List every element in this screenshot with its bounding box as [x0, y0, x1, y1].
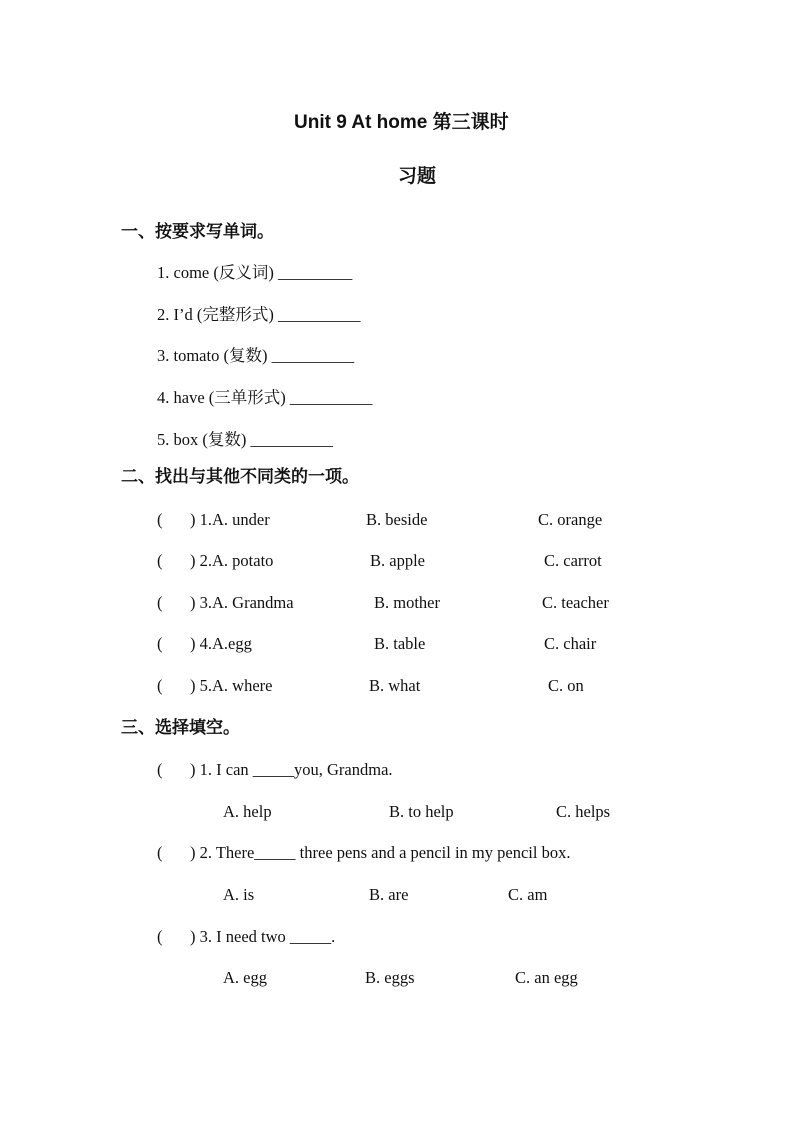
answer-paren: ( [157, 510, 163, 529]
choice-a: A. help [223, 802, 272, 821]
section1-item: 3. tomato (复数) __________ [157, 346, 355, 365]
choice-b: B. eggs [365, 968, 415, 987]
choice-c: C. am [508, 885, 548, 904]
question-text: ) 1. I can _____you, Grandma. [190, 760, 393, 779]
choice-c: C. an egg [515, 968, 578, 987]
question-option-a: ) 1.A. under [190, 510, 270, 529]
question-text: ) 2. There_____ three pens and a pencil in my pencil box. [190, 843, 571, 862]
section1-item: 4. have (三单形式) __________ [157, 388, 373, 407]
page-subtitle: 习题 [398, 166, 437, 187]
answer-paren: ( [157, 593, 163, 612]
section1-item: 2. I’d (完整形式) __________ [157, 305, 361, 324]
question-option-c: C. teacher [542, 593, 609, 612]
page-title: Unit 9 At home 第三课时 [294, 112, 509, 133]
question-text: ) 3. I need two _____. [190, 927, 336, 946]
choice-a: A. is [223, 885, 255, 904]
question-option-a: ) 5.A. where [190, 676, 273, 695]
question-option-b: B. what [369, 676, 421, 695]
answer-paren: ( [157, 634, 163, 653]
section3-heading: 三、选择填空。 [121, 718, 240, 737]
choice-c: C. helps [556, 802, 611, 821]
answer-paren: ( [157, 676, 163, 695]
question-option-a: ) 3.A. Grandma [190, 593, 294, 612]
section2-heading: 二、找出与其他不同类的一项。 [121, 467, 359, 486]
answer-paren: ( [157, 760, 163, 779]
question-option-c: C. on [548, 676, 584, 695]
question-option-a: ) 2.A. potato [190, 551, 274, 570]
answer-paren: ( [157, 551, 163, 570]
choice-b: B. are [369, 885, 409, 904]
question-option-b: B. mother [374, 593, 440, 612]
question-option-b: B. beside [366, 510, 428, 529]
answer-paren: ( [157, 843, 163, 862]
section1-item: 5. box (复数) __________ [157, 430, 333, 449]
section1-item: 1. come (反义词) _________ [157, 263, 353, 282]
choice-a: A. egg [223, 968, 267, 987]
question-option-b: B. apple [370, 551, 425, 570]
answer-paren: ( [157, 927, 163, 946]
question-option-b: B. table [374, 634, 426, 653]
choice-b: B. to help [389, 802, 454, 821]
section1-heading: 一、按要求写单词。 [121, 222, 274, 241]
question-option-c: C. orange [538, 510, 603, 529]
question-option-a: ) 4.A.egg [190, 634, 252, 653]
question-option-c: C. carrot [544, 551, 602, 570]
question-option-c: C. chair [544, 634, 597, 653]
